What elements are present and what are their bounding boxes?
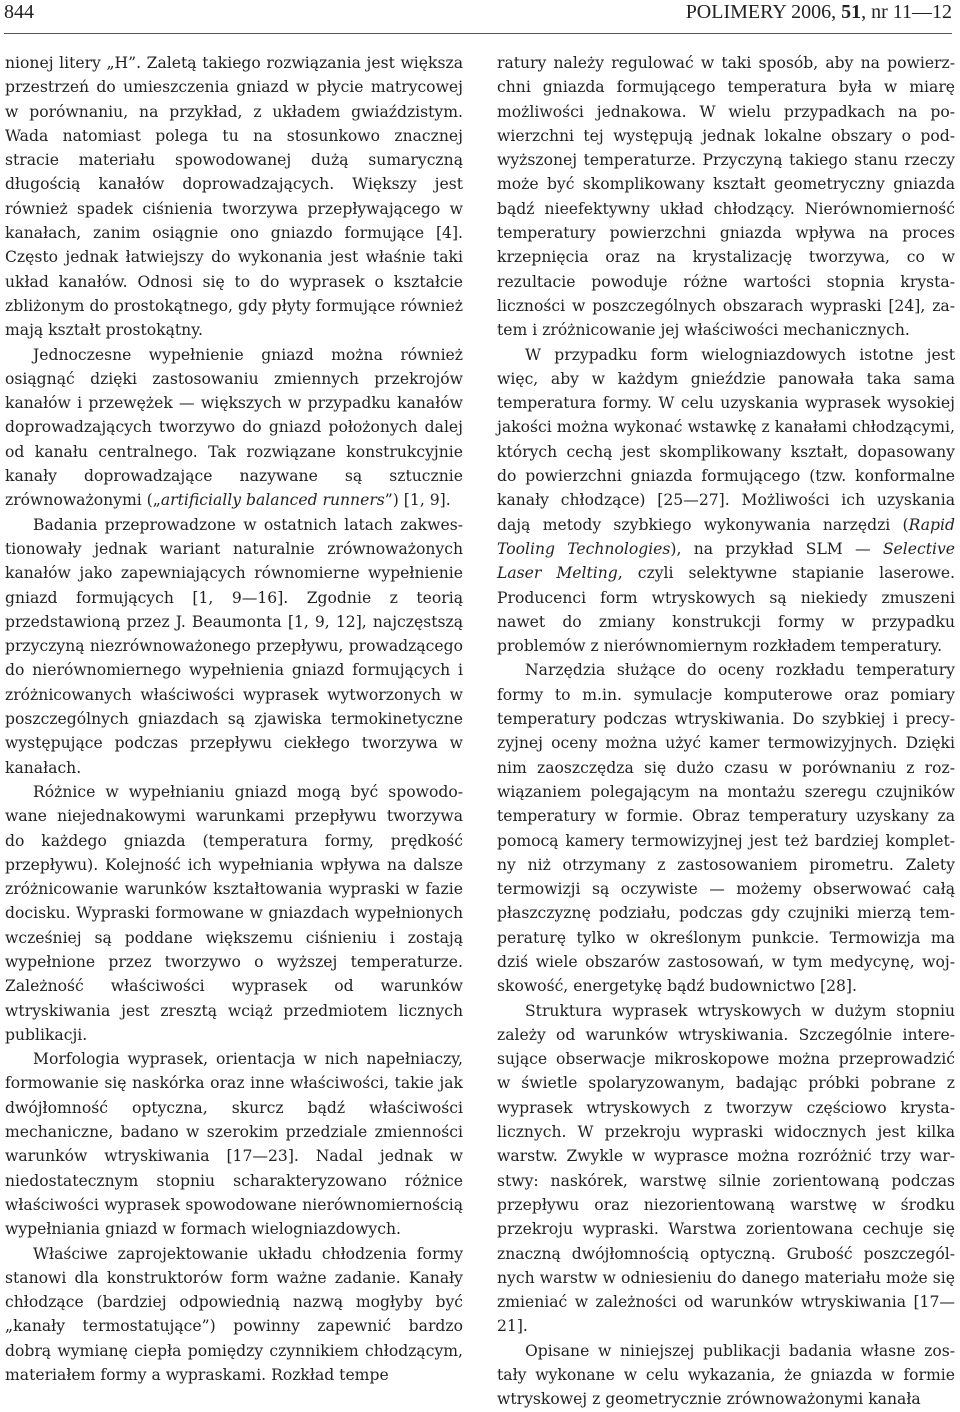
paragraph <box>497 658 955 998</box>
header-rule <box>4 33 952 34</box>
paragraph <box>497 343 955 659</box>
journal-volume: 51 <box>841 1 862 23</box>
left-column <box>5 51 463 1385</box>
paragraph-text: Badania przeprowadzone w ostatnich latach zakwestionowały jednak wariant naturalnie zrównoważonych kanałów jako zapewniających równomierne wypełnienie gniazd formujących [1, 9—16]. Zgodnie z teorią przedstawioną przez J. Beaumonta [1, 9, 12], najczęstszą przyczyną niezrównoważonego przepływu, prowadzącego do nierównomiernego wypełnienia gniazd formujących i zróżnicowanych właściwości wyprasek wytworzonych w poszczególnych gniazdach są zjawiska termokinetyczne występujące podczas przepływu ciekłego tworzywa w kanałach. <box>5 515 463 777</box>
paragraph <box>5 51 463 343</box>
paragraph <box>5 1242 463 1388</box>
paragraph-text: Jednoczesne wypełnienie gniazd można również osiągnąć dzięki zastosowaniu zmiennych przekrojów kanałów i przewężek — większych w przypadku kanałów doprowadzających tworzywo do gniazd położonych dalej od kanału centralnego. Tak rozwiązane konstrukcyjnie kanały doprowadzające nazywane są sztucznie zrównoważonymi („ <box>5 345 463 510</box>
paragraph-text: Struktura wyprasek wtryskowych w dużym stopniu zależy od warunków wtryskiwania. Szczególnie interesujące obserwacje mikroskopowe można przeprowadzić w świetle spolaryzowanym, badając próbki pobrane z wyprasek wtryskowych z tworzyw częściowo krystalicznych. W przekroju wypraski widocznych jest kilka warstw. Zwykle w wyprasce można rozróżnić trzy warstwy: naskórek, warstwę silnie zorientowaną podczas przepływu oraz niezorientowaną warstwę w środku przekroju wypraski. Warstwa zorientowana cechuje się znaczną dwójłomnością optyczną. Grubość poszczególnych warstw w odniesieniu do danego materiału może się zmieniać w zależności od warunków wtryskiwania [17—21]. <box>497 1001 955 1336</box>
right-column <box>497 51 956 1409</box>
paragraph <box>5 513 463 780</box>
page-number: 844 <box>4 1 34 23</box>
paragraph-text: ”) [1, 9]. <box>384 491 451 510</box>
paragraph-text: nionej litery „H”. Zaletą takiego rozwiązania jest większa przestrzeń do umieszczenia gniazd w płycie matrycowej w porównaniu, na przykład, z układem gwiaździstym. Wada natomiast polega tu na stosunkowo znacznej stracie materiału spowodowanej dużą sumaryczną długością kanałów doprowadzających. Większy jest również spadek ciśnienia tworzywa przepływającego w kanałach, zanim osiągnie ono gniazdo formujące [4]. Często jednak łatwiejszy do wykonania jest właśnie taki układ kanałów. Odnosi się to do wyprasek o kształcie zbliżonym do prostokątnego, gdy płyty formujące również mają kształt prostokątny. <box>5 54 463 340</box>
journal-name: POLIMERY 2006, <box>685 1 842 23</box>
paragraph-text: , czyli selektywne stapianie laserowe. Producenci form wtryskowych są niekiedy zmuszeni nawet do zmiany konstrukcji formy w przypadku problemów z nierównomiernym rozkładem temperatury. <box>497 564 955 656</box>
paragraph-text: Różnice w wypełnianiu gniazd mogą być spowodowane niejednakowymi warunkami przepływu tworzywa do każdego gniazda (temperatura formy, prędkość przepływu). Kolejność ich wypełniania wpływa na dalsze zróżnicowanie warunków kształtowania wypraski w fazie docisku. Wypraski formowane w gniazdach wypełnionych wcześniej są poddane większemu ciśnieniu i zostają wypełnione przez tworzywo o wyższej temperaturze. Zależność właściwości wyprasek od warunków wtryskiwania jest zresztą wciąż przedmiotem licznych publikacji. <box>5 782 463 1044</box>
paragraph-text: ratury należy regulować w taki sposób, aby na powierzchni gniazda formującego temperatura była w miarę możliwości jednakowa. W wielu przypadkach na powierzchni tej występują jednak lokalne obszary o podwyższonej temperaturze. Przyczyną takiego stanu rzeczy może być skomplikowany kształt geometryczny gniazda bądź nieefektywny układ chłodzący. Nierównomierność temperatury powierzchni gniazda wpływa na proces krzepnięcia oraz na krystalizację tworzywa, co w rezultacie powoduje różne wartości stopnia krystaliczności w poszczególnych obszarach wypraski [24], zatem i zróżnicowanie jej właściwości mechanicznych. <box>497 54 955 340</box>
paragraph <box>5 780 463 1047</box>
paragraph-text: Opisane w niniejszej publikacji badania własne zostały wykonane w celu wykazania, że gniazda w formie wtryskowej z geometrycznie zrównoważonymi kanała <box>497 1341 955 1409</box>
paragraph-text: Właściwe zaprojektowanie układu chłodzenia formy stanowi dla konstruktorów form ważne zadanie. Kanały chłodzące (bardziej odpowiednią nazwą mogłyby być „kanały termostatujące”) powinny zapewnić bardzo dobrą wymianę ciepła pomiędzy czynnikiem chłodzącym, materiałem formy a wypraskami. Rozkład tempe <box>5 1244 463 1385</box>
paragraph <box>497 999 955 1339</box>
running-header <box>4 0 952 26</box>
italic-term: artificially balanced runners <box>160 491 385 510</box>
italic-term: Rapid Tooling Technologies <box>497 515 955 558</box>
journal-issue: , nr 11—12 <box>861 1 952 23</box>
paragraph-text: ), na przykład SLM — <box>670 539 883 558</box>
paragraph <box>5 1047 463 1241</box>
paragraph <box>497 51 955 343</box>
paragraph-text: Morfologia wyprasek, orientacja w nich napełniaczy, formowanie się naskórka oraz inne właściwości, takie jak dwójłomność optyczna, skurcz bądź właściwości mechaniczne, badano w szerokim przedziale zmienności warunków wtryskiwania [17—23]. Nadal jednak w niedostatecznym stopniu scharakteryzowano różnice właściwości wyprasek spowodowane nierównomiernością wypełniania gniazd w formach wielogniazdowych. <box>5 1050 463 1239</box>
italic-term: Selective Laser Melting <box>497 539 956 583</box>
paragraph-text: Narzędzia służące do oceny rozkładu temperatury formy to m.in. symulacje komputerowe oraz pomiary temperatury podczas wtryskiwania. Do szybkiej i precyzyjnej oceny można użyć kamer termowizyjnych. Dzięki nim zaoszczędza się dużo czasu w porównaniu z rozwiązaniem polegającym na montażu szeregu czujników temperatury w formie. Obraz temperatury uzyskany za pomocą kamery termowizyjnej jest też bardziej kompletny niż otrzymany z zastosowaniem pirometru. Zalety termowizji są oczywiste — możemy obserwować całą płaszczyznę podziału, podczas gdy czujniki mierzą temperaturę tylko w określonym punkcie. Termowizja ma dziś wiele obszarów zastosowań, w tym medycynę, wojskowość, energetykę bądź budownictwo [28]. <box>497 661 955 996</box>
paragraph <box>497 1339 955 1412</box>
journal-citation <box>686 0 952 24</box>
paragraph <box>5 343 463 513</box>
paragraph-text: W przypadku form wielogniazdowych istotne jest więc, aby w każdym gnieździe panowała taka sama temperatura formy. W celu uzyskania wyprasek wysokiej jakości można wykonać wstawkę z kanałami chłodzącymi, których cechą jest skomplikowany kształt, dopasowany do powierzchni gniazda formującego (tzw. konformalne kanały chłodzące) [25—27]. Możliwości ich uzyskania dają metody szybkiego wykonywania narzędzi ( <box>497 345 955 534</box>
